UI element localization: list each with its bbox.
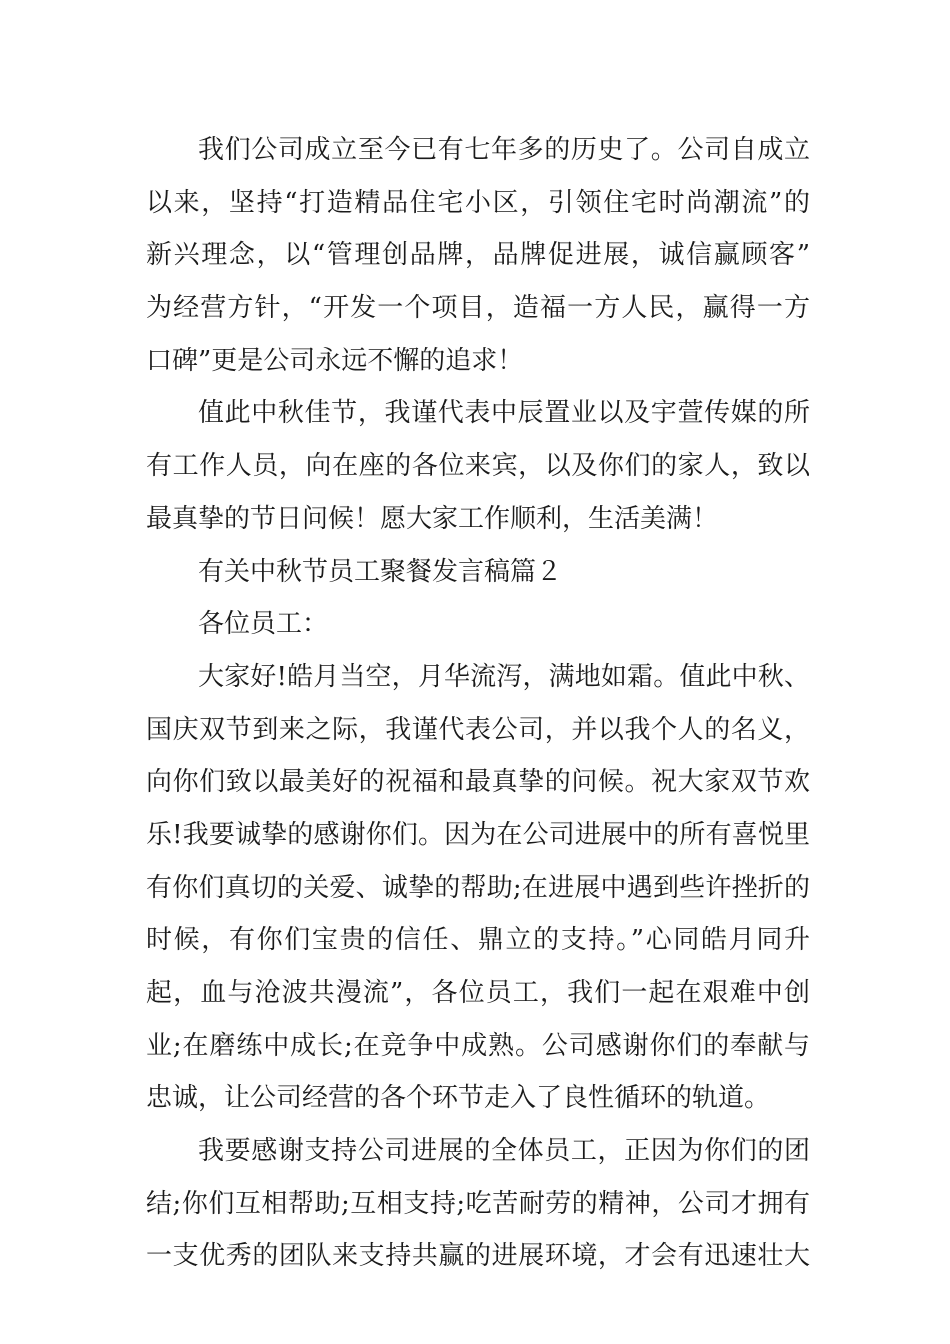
paragraph-line: 我要感谢支持公司进展的全体员工，正因为你们的团 xyxy=(198,1136,810,1167)
paragraph-line: 业;在磨练中成长;在竞争中成熟。公司感谢你们的奉献与 xyxy=(146,1030,810,1061)
paragraph-line: 大家好!皓月当空，月华流泻，满地如霜。值此中秋、 xyxy=(198,661,810,692)
paragraph-line: 我们公司成立至今已有七年多的历史了。公司自成立 xyxy=(198,135,810,165)
section-heading: 有关中秋节员工聚餐发言稿篇２ xyxy=(198,556,563,587)
paragraph-line: 新兴理念，以“管理创品牌，品牌促进展，诚信赢顾客” xyxy=(146,240,810,271)
paragraph-line: 结;你们互相帮助;互相支持;吃苦耐劳的精神，公司才拥有 xyxy=(146,1188,810,1219)
paragraph-line: 口碑”更是公司永远不懈的追求！ xyxy=(146,345,524,376)
paragraph-line: 时候，有你们宝贵的信任、鼎立的支持。”心同皓月同升 xyxy=(146,925,810,956)
paragraph-line: 值此中秋佳节，我谨代表中辰置业以及宇萱传媒的所 xyxy=(198,398,810,429)
paragraph-line: 为经营方针，“开发一个项目，造福一方人民，赢得一方 xyxy=(146,293,810,324)
paragraph-line: 国庆双节到来之际，我谨代表公司，并以我个人的名义， xyxy=(146,714,810,745)
paragraph-line: 起，血与沧波共漫流”，各位员工，我们一起在艰难中创 xyxy=(146,978,810,1008)
paragraph-line: 有你们真切的关爱、诚挚的帮助;在进展中遇到些许挫折的 xyxy=(146,872,810,903)
salutation: 各位员工： xyxy=(198,609,329,640)
paragraph-line: 最真挚的节日问候！愿大家工作顺利，生活美满！ xyxy=(146,503,719,534)
paragraph-line: 有工作人员，向在座的各位来宾，以及你们的家人，致以 xyxy=(146,451,810,482)
paragraph-line: 忠诚，让公司经营的各个环节走入了良性循环的轨道。 xyxy=(146,1083,771,1114)
document-body xyxy=(146,124,810,1283)
paragraph-line: 乐!我要诚挚的感谢你们。因为在公司进展中的所有喜悦里 xyxy=(146,819,810,850)
paragraph-line: 一支优秀的团队来支持共赢的进展环境，才会有迅速壮大 xyxy=(146,1241,810,1272)
paragraph-line: 向你们致以最美好的祝福和最真挚的问候。祝大家双节欢 xyxy=(146,767,810,798)
paragraph-line: 以来，坚持“打造精品住宅小区，引领住宅时尚潮流”的 xyxy=(146,187,810,218)
